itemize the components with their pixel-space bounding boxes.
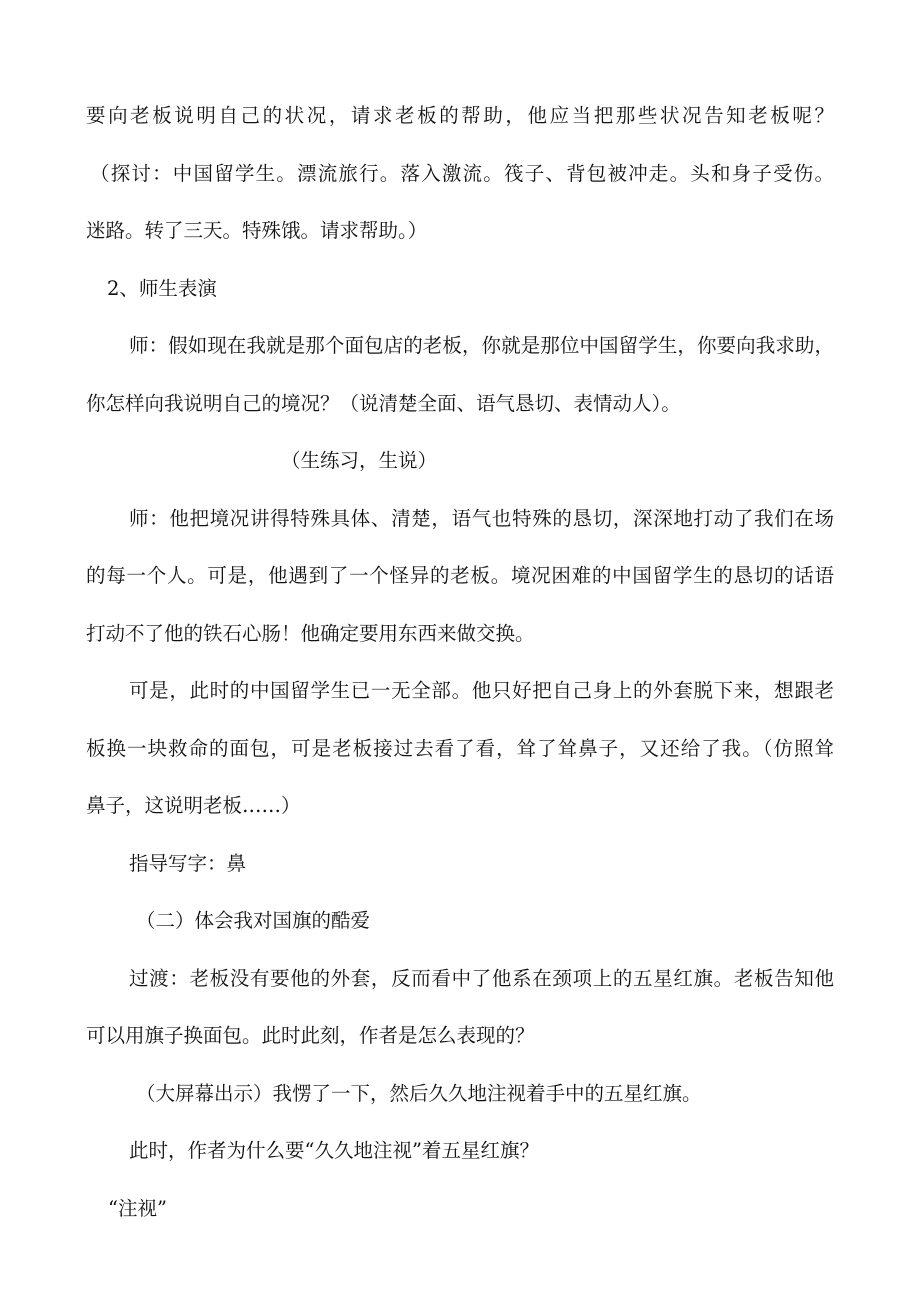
- paragraph-line: （生练习，生说）: [281, 449, 438, 472]
- paragraph-line: 你怎样向我说明自己的境况？（说清楚全面、语气恳切、表情动人）。: [86, 392, 681, 415]
- paragraph-line: 此时，作者为什么要“久久地注视”着五星红旗？: [129, 1139, 539, 1162]
- paragraph-line: 鼻子，这说明老板……）: [86, 794, 301, 817]
- paragraph-line: 过渡：老板没有要他的外套，反而看中了他系在颈项上的五星红旗。老板告知他: [129, 967, 834, 990]
- paragraph-line: （大屏幕出示）我愣了一下，然后久久地注视着手中的五星红旗。: [136, 1082, 702, 1105]
- paragraph-line: 师：他把境况讲得特殊具体、清楚，语气也特殊的恳切，深深地打动了我们在场: [129, 507, 834, 530]
- paragraph-line: 师：假如现在我就是那个面包店的老板，你就是那位中国留学生，你要向我求助，: [129, 334, 834, 357]
- paragraph-line: 可以用旗子换面包。此时此刻，作者是怎么表现的？: [86, 1024, 535, 1047]
- paragraph-line: 指导写字：鼻: [129, 852, 247, 875]
- paragraph-line: 板换一块救命的面包，可是老板接过去看了看，耸了耸鼻子，又还给了我。（仿照耸: [86, 737, 834, 760]
- paragraph-line: 可是，此时的中国留学生已一无全部。他只好把自己身上的外套脱下来，想跟老: [129, 679, 834, 702]
- paragraph-line: （探讨：中国留学生。漂流旅行。落入激流。筏子、背包被冲走。头和身子受伤。: [90, 162, 834, 185]
- paragraph-line: 要向老板说明自己的状况，请求老板的帮助，他应当把那些状况告知老板呢？: [86, 104, 834, 127]
- paragraph-line: 迷路。转了三天。特殊饿。请求帮助。）: [86, 219, 428, 242]
- paragraph-line: 打动不了他的铁石心肠！他确定要用东西来做交换。: [86, 622, 535, 645]
- section-heading: （二）体会我对国旗的酷爱: [136, 909, 371, 932]
- paragraph-line: 的每一个人。可是，他遇到了一个怪异的老板。境况困难的中国留学生的恳切的话语: [86, 564, 834, 587]
- paragraph-line: “注视”: [108, 1197, 167, 1220]
- section-heading: 2、师生表演: [107, 277, 217, 300]
